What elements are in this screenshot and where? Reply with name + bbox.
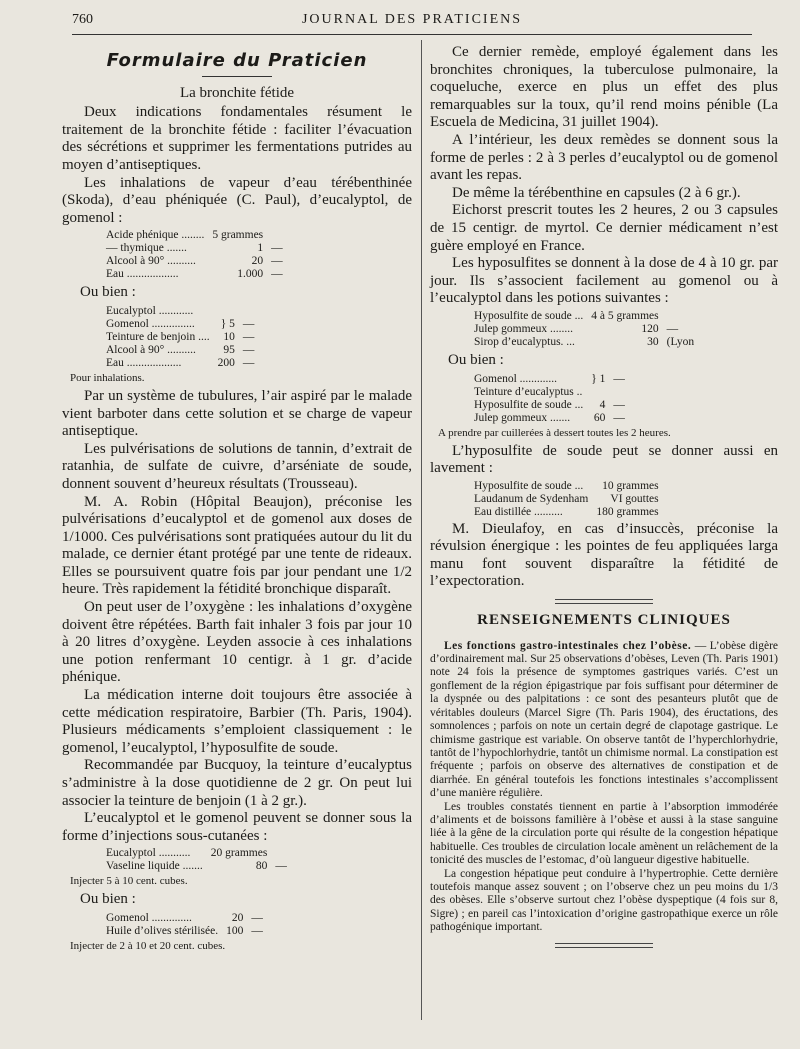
ingredient-name: Eau .................. (106, 268, 179, 281)
right-column (430, 44, 778, 948)
section-separator (555, 599, 653, 604)
paragraph: A l’intérieur, les deux remèdes se donnent sous la forme de perles : 2 à 3 perles d’eucalyptol ou de gomenol avant les repas. (430, 131, 778, 184)
prescription-row (106, 925, 263, 938)
prescription-row (474, 386, 625, 399)
ingredient-quantity: 200 (217, 356, 235, 369)
ingredient-quantity: } 5 (220, 317, 235, 330)
prescription-note: Pour inhalations. (70, 371, 145, 384)
ingredient-name: Eucalyptol ........... (106, 847, 191, 860)
ingredient-unit: — (271, 242, 283, 255)
ingredient-quantity: 1 (257, 242, 264, 255)
prescription (106, 912, 263, 938)
prescription-row (106, 255, 283, 268)
ingredient-quantity: 20 grammes (210, 847, 268, 860)
ingredient-name: Julep gommeux ....... (474, 411, 571, 424)
ingredient-unit: — (666, 322, 679, 335)
ingredient-unit (263, 229, 283, 242)
ingredient-quantity: 95 (223, 343, 235, 356)
ingredient-quantity: 10 (223, 330, 235, 343)
paragraph: Ce dernier remède, employé également dans les bronchites chroniques, la tuberculose pulmonaire, la coqueluche, exerce en plus un effet des plus remarquables sur la toux, qu’il rend moins pénible (La Escuela de Medicina, 31 juillet 1904). (430, 44, 778, 131)
ingredient-unit (267, 847, 287, 860)
prescription-row (474, 399, 625, 412)
ingredient-name: Teinture d’eucalyptus .. (474, 385, 583, 398)
ingredient-quantity: 20 (251, 255, 264, 268)
ingredient-name: Sirop d’eucalyptus. ... (474, 335, 575, 348)
renseignements-title: RENSEIGNEMENTS CLINIQUES (477, 612, 731, 629)
ingredient-quantity: 60 (593, 411, 606, 424)
ingredient-quantity: 4 (599, 398, 606, 411)
page-header (72, 12, 752, 34)
header-rule (72, 34, 752, 35)
ou-bien-label: Ou bien : (80, 891, 136, 908)
ingredient-quantity: 1.000 (237, 268, 264, 281)
ingredient-quantity: } 1 (591, 372, 606, 385)
ingredient-quantity: 5 grammes (212, 229, 264, 242)
prescription-row (474, 480, 667, 493)
prescription-note: Injecter de 2 à 10 et 20 cent. cubes. (70, 939, 226, 952)
prescription-row (106, 318, 254, 331)
ingredient-unit: — (251, 911, 263, 924)
ingredient-name: Eucalyptol ............ (106, 304, 194, 317)
ou-bien-label: Ou bien : (448, 351, 504, 368)
ou-bien-label: Ou bien : (80, 284, 136, 301)
paragraph: Recommandée par Bucquoy, la teinture d’eucalyptus s’administre à la dose quotidienne de 2 gr. On peut lui associer la teinture de benjoin (1 à 2 gr.). (62, 757, 412, 809)
prescription-row (474, 336, 694, 349)
paragraph: Par un système de tubulures, l’air aspiré par le malade vient barboter dans cette solution et se charge de vapeur antiseptique. (62, 387, 412, 440)
paragraph: Les pulvérisations de solutions de tannin, d’extrait de ratanhia, de sulfate de cuivre, d’arséniate de soude, donnent souvent d’heureux résultats (Trousseau). (62, 440, 412, 492)
ingredient-name: Vaseline liquide ....... (106, 860, 203, 873)
ingredient-unit: — (242, 343, 255, 356)
ingredient-name: Hyposulfite de soude ... (474, 479, 584, 492)
prescription (106, 229, 283, 281)
ingredient-unit: — (242, 356, 255, 369)
ingredient-name: Eau ................... (106, 356, 182, 369)
prescription-row (106, 305, 254, 318)
paragraph: De même la térébenthine en capsules (2 à 6 gr.). (452, 184, 741, 201)
prescription-row (106, 847, 287, 860)
ingredient-quantity (583, 386, 605, 399)
ingredient-quantity: 4 à 5 grammes (591, 309, 659, 322)
paragraph: Les hyposulfites se donnent à la dose de 4 à 10 gr. par jour. Ils s’associent facilement au gomenol ou à l’eucalyptol dans les potions suivantes : (430, 255, 778, 307)
ingredient-quantity: 100 (226, 924, 244, 937)
ingredient-unit: — (242, 330, 255, 343)
clinical-text: — L’obèse digère d’ordinairement mal. Sur 25 observations d’obèses, Leven (Th. Paris 1901) note 24 fois la présence de symptomes gastriques variés. C’est un gonflement de la région épigastrique par fois suffisant pour déterminer de la dyspnée ou des palpitations : ce sont des pesanteurs plutôt que de véritables douleurs (Marcel Sigre (Th. Paris 1904), des éructations, des somnolences ; parfois on note un certain degré de clapotage gastrique. Le chimisme gastrique est variable. On observe tantôt de l’hyperchlorhydrie, tantôt de l’hypochlorhydrie, tantôt un chimisme normal. La constipation est fréquente ; parfois on observe des alternatives de constipation et de diarrhée. En général toutefois les fonctions intestinales s’accomplissent d’une manière régulière. (430, 639, 779, 800)
ingredient-unit (235, 305, 255, 318)
prescription-note: A prendre par cuillerées à dessert toutes les 2 heures. (438, 426, 671, 439)
paragraph: L’hyposulfite de soude peut se donner aussi en lavement : (430, 442, 778, 477)
paragraph: L’eucalyptol et le gomenol peuvent se donner sous la forme d’injections sous-cutanées : (62, 810, 412, 844)
ingredient-unit: — (613, 411, 625, 424)
ingredient-name: Alcool à 90° .......... (106, 343, 196, 356)
clinical-paragraph: La congestion hépatique peut conduire à l’hypertrophie. Cette dernière toutefois manque assez souvent ; on l’observe chez un peu moins du 1/3 des obèses. Elle s’observe surtout chez l’obèse dyspeptique (4 fois sur 8, Sigre) ; en pareil cas l’intoxication d’origine gastropathique exerce un rôle pathogénique important. (430, 867, 778, 934)
left-column (62, 44, 412, 956)
prescription (106, 847, 287, 873)
journal-title: JOURNAL DES PRATICIENS (301, 12, 523, 27)
ingredient-quantity: 10 grammes (602, 479, 659, 492)
section-title: Formulaire du Praticien (106, 50, 368, 71)
paragraph: Deux indications fondamentales résument le traitement de la bronchite fétide : faciliter l’évacuation des sécrétions et supprimer les fermentations putrides au moyen d’antiseptiques. (62, 104, 412, 173)
page-number: 760 (72, 12, 93, 27)
clinical-lead: Les fonctions gastro-intestinales chez l’obèse. (444, 639, 692, 652)
paragraph: M. A. Robin (Hôpital Beaujon), préconise les pulvérisations d’eucalyptol et de gomenol aux doses de 1/1000. Ces pulvérisations sont pratiquées autour du lit du malade, ce dernier étant protégé par une tente de rideaux. Elles se poursuivent quatre fois par jour pendant une 1/2 heure. Très rapidement la fétidité bronchique disparaît. (62, 493, 412, 598)
title-rule (202, 76, 272, 77)
paragraph: Les inhalations de vapeur d’eau térébenthinée (Skoda), d’eau phéniquée (C. Paul), d’eucalyptol, de gomenol : (62, 174, 412, 226)
column-divider (421, 40, 422, 1020)
ingredient-name: Gomenol ............. (474, 372, 558, 385)
ingredient-quantity: 30 (647, 335, 659, 348)
ingredient-name: Julep gommeux ........ (474, 322, 574, 335)
prescription-row (106, 357, 254, 370)
prescription-row (106, 331, 254, 344)
ingredient-unit (659, 506, 667, 519)
ingredient-name: Hyposulfite de soude ... (474, 398, 584, 411)
ingredient-unit (605, 386, 625, 399)
ingredient-name: Teinture de benjoin .... (106, 330, 210, 343)
ingredient-name: Gomenol .............. (106, 911, 192, 924)
prescription-row (474, 506, 667, 519)
clinical-paragraph (430, 640, 778, 801)
prescription-row (474, 373, 625, 386)
prescription-row (474, 323, 694, 336)
ingredient-quantity: 80 (255, 860, 268, 873)
ingredient-quantity: 120 (641, 322, 659, 335)
end-separator (555, 943, 653, 948)
prescription (106, 305, 254, 370)
ingredient-unit (659, 480, 667, 493)
ingredient-unit: — (242, 317, 255, 330)
prescription-row (106, 229, 283, 242)
ingredient-unit: — (275, 860, 287, 873)
ingredient-name: Laudanum de Sydenham (474, 492, 589, 505)
ingredient-name: Gomenol ............... (106, 317, 195, 330)
prescription-row (474, 412, 625, 425)
ingredient-unit: (Lyon (666, 335, 695, 348)
ingredient-quantity: VI gouttes (610, 492, 659, 505)
prescription-row (106, 912, 263, 925)
prescription (474, 310, 694, 349)
ingredient-unit: — (251, 924, 263, 937)
prescription (474, 480, 667, 519)
paragraph: Eichorst prescrit toutes les 2 heures, 2 ou 3 capsules de 15 centigr. de myrtol. Ce dernier médicament n’est guère employé en France. (430, 202, 778, 254)
ingredient-unit: — (613, 398, 625, 411)
ingredient-name: Alcool à 90° .......... (106, 255, 196, 268)
prescription-row (106, 268, 283, 281)
prescription-row (474, 310, 694, 323)
ingredient-quantity (210, 305, 235, 318)
ingredient-name: Eau distillée .......... (474, 505, 563, 518)
ingredient-name: — thymique ....... (106, 242, 187, 255)
prescription-row (106, 344, 254, 357)
paragraph: La médication interne doit toujours être associée à cette médication respiratoire, Barbier (Th. Paris, 1904). Plusieurs médicaments s’emploient classiquement : le gomenol, l’eucalyptol, l’hyposulfite de soude. (62, 687, 412, 756)
paragraph: M. Dieulafoy, en cas d’insuccès, préconise la révulsion énergique : les pointes de feu appliquées larga manu font souvent disparaître la fétidité de l’expectoration. (430, 520, 778, 590)
article-subtitle: La bronchite fétide (179, 84, 295, 101)
prescription-row (106, 242, 283, 255)
prescription-note: Injecter 5 à 10 cent. cubes. (70, 875, 188, 888)
ingredient-unit (659, 493, 667, 506)
ingredient-name: Huile d’olives stérilisée. (106, 924, 219, 937)
ingredient-unit: — (613, 372, 625, 385)
ingredient-unit: — (271, 268, 283, 281)
prescription-row (106, 860, 287, 873)
prescription (474, 373, 625, 425)
prescription-row (474, 493, 667, 506)
ingredient-unit: — (271, 255, 283, 268)
paragraph: On peut user de l’oxygène : les inhalations d’oxygène doivent être répétées. Barth fait inhaler 3 fois par jour 10 à 20 litres d’oxygène. Leyden associe à ces inhalations une potion renfermant 10 centigr. à 1 gr. d’acide phénique. (62, 599, 412, 686)
ingredient-name: Hyposulfite de soude ... (474, 309, 584, 322)
clinical-paragraph: Les troubles constatés tiennent en partie à l’absorption immodérée d’aliments et de boissons familière à l’obèse et aussi à la stase sanguine liée à la gêne de la circulation porte qui résulte de la congestion hépatique habituelle. Ces troubles de circulation locale amènent un relâchement de la tonicité des muscles de l’estomac, d’où langueur digestive habituelle. (430, 800, 778, 867)
ingredient-quantity: 180 grammes (596, 505, 659, 518)
ingredient-name: Acide phénique ........ (106, 229, 205, 242)
ingredient-quantity: 20 (231, 911, 244, 924)
ingredient-unit (659, 310, 694, 323)
